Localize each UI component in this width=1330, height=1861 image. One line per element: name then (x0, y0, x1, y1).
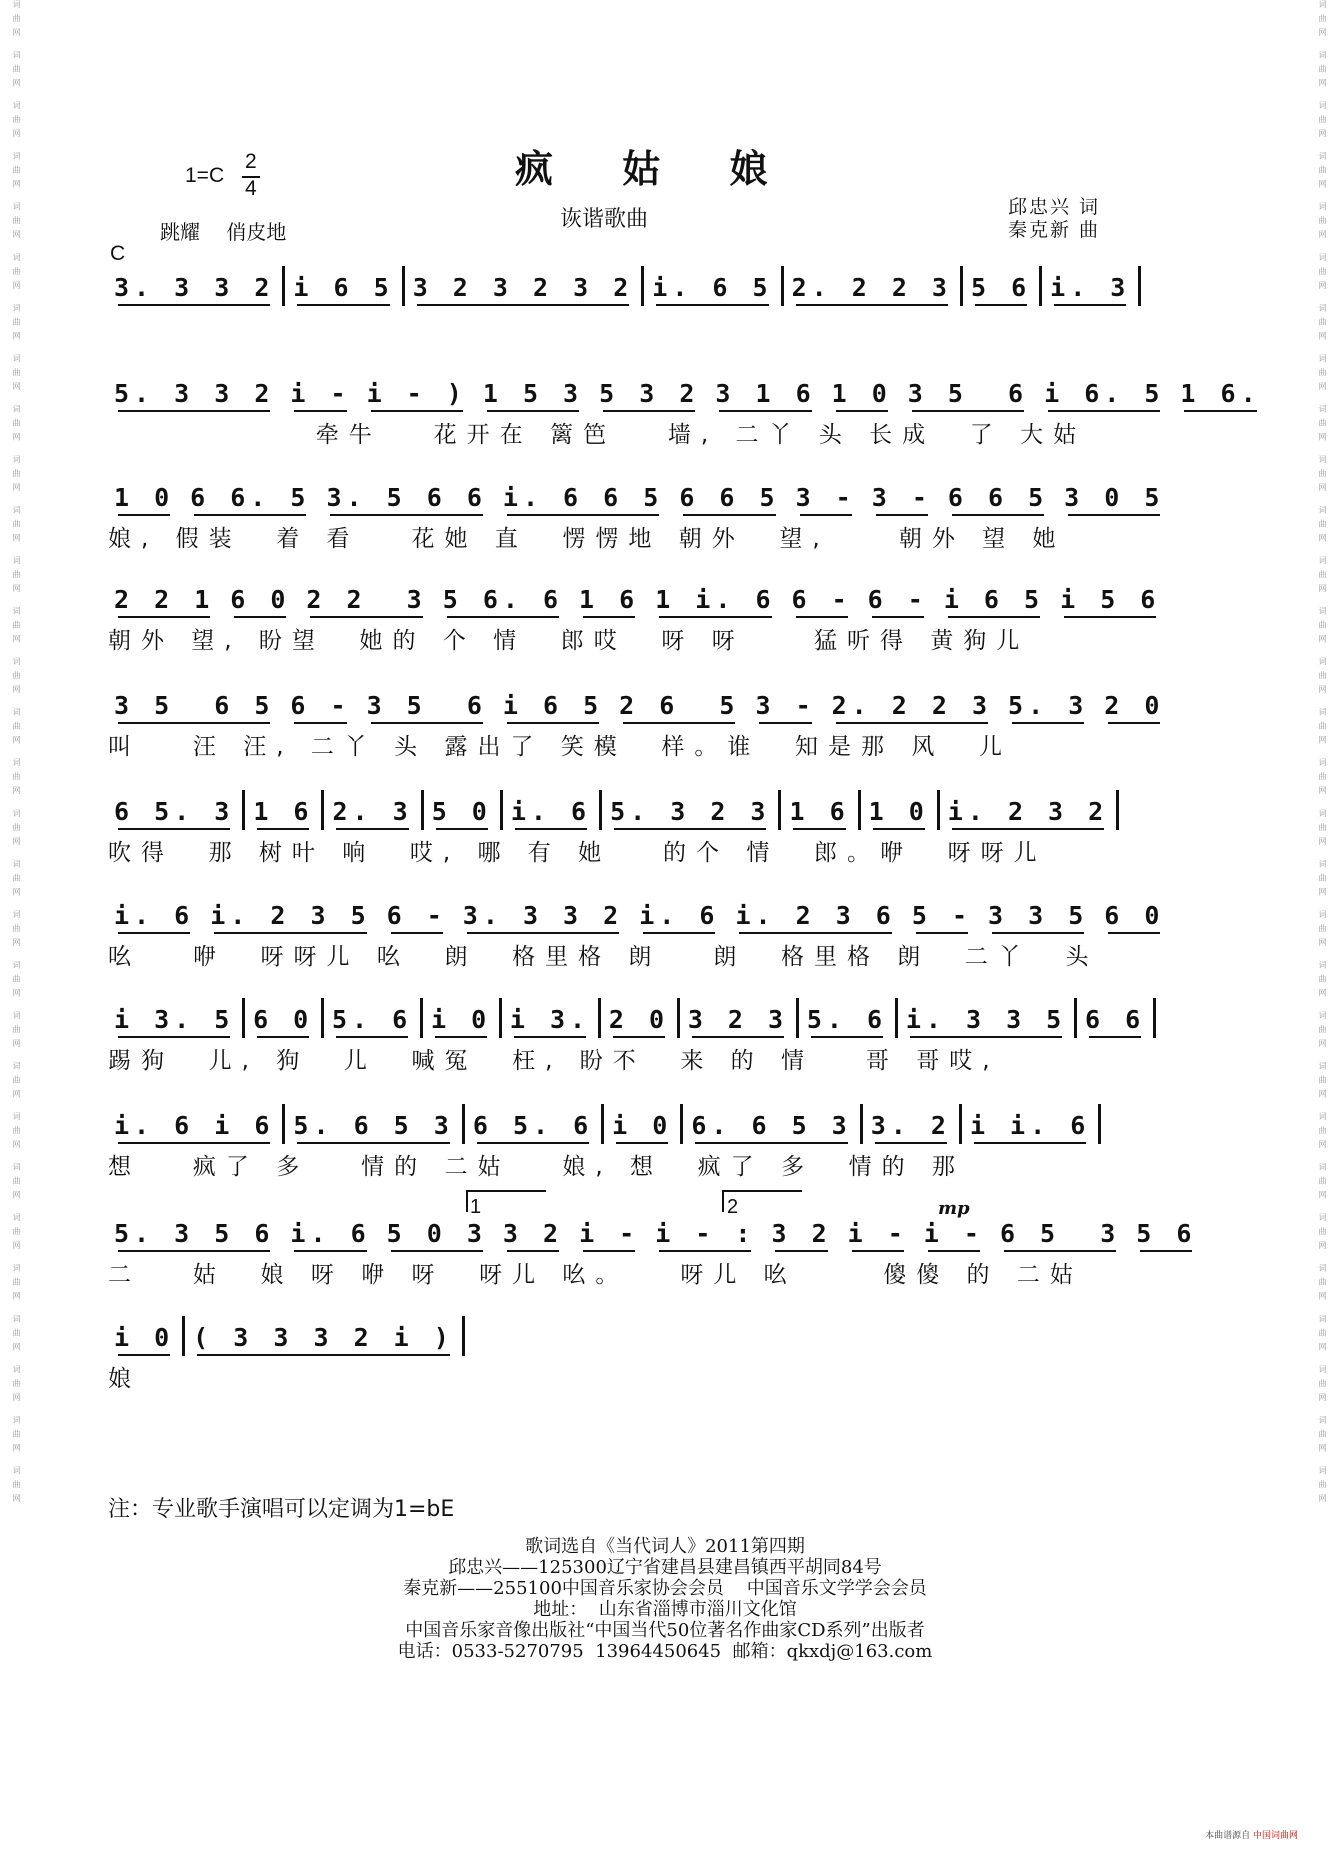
measure: 6 6. 5 (184, 483, 316, 516)
measure: i. 3 (1044, 273, 1136, 306)
lyric-line: 吆 咿 呀呀儿 吆 朗 格里格 朗 朗 格里格 朗 二丫 头 (108, 944, 1099, 970)
volta-first-tick (466, 1190, 468, 1212)
measure: 6. 6 5 3 (685, 1111, 857, 1144)
barline (858, 790, 861, 830)
watermark-left: 词曲网 词曲网 词曲网 词曲网 词曲网 词曲网 词曲网 词曲网 词曲网 词曲网 词曲网 词曲网 词曲网 词曲网 词曲网 词曲网 词曲网 词曲网 词曲网 词曲网 词曲网 词曲网 词曲网 词曲网 词曲网 词曲网 词曲网 词曲网 词曲网 词曲网 (12, 0, 21, 1508)
barline (182, 1316, 185, 1356)
measure: i 6. 5 (1038, 379, 1170, 412)
song-title: 疯 姑 娘 (515, 146, 796, 191)
measure: i 6 5 (287, 273, 399, 306)
barline (781, 266, 784, 306)
barline (860, 1104, 863, 1144)
measure: 5 0 (426, 797, 498, 830)
measure: 3 5 6 (902, 379, 1034, 412)
lyric-line: 牵牛 花开在 篱笆 墙, 二丫 头 长成 了 大姑 (108, 422, 1087, 448)
measure: i. 6 6 5 (497, 483, 669, 516)
measure: 3 2 3 2 3 2 (407, 273, 640, 306)
staff-row (108, 262, 1158, 344)
barline (321, 790, 324, 830)
barline (500, 790, 503, 830)
barline (937, 790, 940, 830)
dynamic-mp: mp (938, 1198, 970, 1219)
volta-first: 1 (470, 1196, 482, 1218)
staff-row (108, 368, 1261, 450)
note-line (108, 1100, 1158, 1144)
barline (1116, 790, 1119, 830)
measure: i. 6 i 6 (108, 1111, 280, 1144)
staff-row (108, 472, 1165, 554)
measure: 1 6. (1174, 379, 1266, 412)
key-time-signature (185, 150, 285, 210)
measure: 1 0 (108, 483, 180, 516)
staff-row (108, 1100, 1158, 1182)
measure: 6 0 (247, 1005, 319, 1038)
lyric-line: 想 疯了 多 情的 二姑 娘, 想 疯了 多 情的 那 (108, 1154, 965, 1180)
measure: 3 2 3 (682, 1005, 794, 1038)
measure: i - (842, 1219, 914, 1252)
measure: i 0 (606, 1111, 678, 1144)
measure: i - ) (361, 379, 473, 412)
barline (641, 266, 644, 306)
measure: 6 5. 6 (467, 1111, 599, 1144)
measure: i 0 (108, 1323, 180, 1356)
song-subtitle: 诙谐歌曲 (560, 207, 649, 232)
barline (601, 1104, 604, 1144)
volta-second: 2 (727, 1196, 739, 1218)
volta-second-line (722, 1190, 802, 1192)
footer-info (0, 1536, 1330, 1662)
measure: 5. 6 (326, 1005, 418, 1038)
lyric-line (108, 310, 1158, 344)
measure: 1 0 (863, 797, 935, 830)
barline (598, 998, 601, 1038)
measure: 6 - (786, 585, 858, 618)
measure: i 0 (425, 1005, 497, 1038)
measure: 6 6 5 (673, 483, 785, 516)
measure: 3 - (790, 483, 862, 516)
measure: 5. 6 5 3 (287, 1111, 459, 1144)
source-site: 中国词曲网 (1252, 1831, 1298, 1841)
measure: 2 6 5 (613, 691, 745, 724)
note-line (108, 994, 1158, 1038)
staff-row (108, 574, 1161, 656)
measure: 5 6 (965, 273, 1037, 306)
measure: i - : (649, 1219, 761, 1252)
barline (462, 1316, 465, 1356)
measure: 1 0 (826, 379, 898, 412)
barline (499, 998, 502, 1038)
measure: i 6 5 (938, 585, 1050, 618)
measure: 3 - (749, 691, 821, 724)
measure: i. 6 (633, 901, 725, 934)
barline (960, 266, 963, 306)
note-line (108, 890, 1165, 934)
measure: 3. 5 6 6 (320, 483, 492, 516)
source-credit (1205, 1828, 1298, 1841)
measure: 3 2 (765, 1219, 837, 1252)
measure: i. 6 (505, 797, 597, 830)
barline (1138, 266, 1141, 306)
measure: 5. 3 3 2 (108, 379, 280, 412)
measure: 2 2 3 (300, 585, 432, 618)
measure: 2. 2 2 3 (786, 273, 958, 306)
staff-row (108, 1208, 1197, 1290)
lyric-line: 踢狗 儿, 狗 儿 喊冤 枉, 盼不 来 的 情 哥 哥哎, (108, 1048, 1000, 1074)
lyric-line: 二 姑 娘 呀 咿 呀 呀儿 吆。 呀儿 吆 傻傻 的 二姑 (108, 1262, 1083, 1288)
measure: 3 5 6 5 (108, 691, 280, 724)
measure: 3 0 5 (1058, 483, 1170, 516)
measure: 3 1 6 (709, 379, 821, 412)
barline (778, 790, 781, 830)
note-line (108, 786, 1158, 830)
barline (1153, 998, 1156, 1038)
measure: 5. 6 (801, 1005, 893, 1038)
note-line (108, 368, 1261, 412)
measure: 5. 3 2 3 (604, 797, 776, 830)
measure: 1 6 (573, 585, 645, 618)
measure: 1 5 3 (477, 379, 589, 412)
barline (677, 998, 680, 1038)
footer-line: 邱忠兴——125300辽宁省建昌县建昌镇西平胡同84号 (448, 1557, 882, 1578)
measure: 6 5 3 (994, 1219, 1126, 1252)
measure: i. 3 3 5 (900, 1005, 1072, 1038)
lyric-line: 叫 汪 汪, 二丫 头 露出了 笑模 样。谁 知是那 风 儿 (108, 734, 1012, 760)
footer-line: 歌词选自《当代词人》2011第四期 (525, 1536, 805, 1557)
measure: 2. 2 2 3 (826, 691, 998, 724)
measure: 1 i. 6 (649, 585, 781, 618)
note-line (108, 1208, 1197, 1252)
measure: 5 6. 6 (437, 585, 569, 618)
measure: i 3. (504, 1005, 596, 1038)
footer-line: 中国音乐家音像出版社“中国当代50位著名作曲家CD系列”出版者 (405, 1620, 925, 1641)
barline (421, 790, 424, 830)
measure: i 6 5 (497, 691, 609, 724)
tempo-marking: 跳耀 俏皮地 (160, 220, 287, 244)
measure: 1 6 (783, 797, 855, 830)
lyric-line: 朝外 望, 盼望 她的 个 情 郎哎 呀 呀 猛听得 黄狗儿 (108, 628, 1030, 654)
barline (242, 790, 245, 830)
measure: 2. 3 (326, 797, 418, 830)
measure: 3. 3 3 2 (457, 901, 629, 934)
note-line (108, 574, 1161, 618)
barline (282, 266, 285, 306)
key-signature: 1=C (185, 164, 225, 187)
measure: 6 5. 3 (108, 797, 240, 830)
measure: 6 6 5 (942, 483, 1054, 516)
barline (282, 1104, 285, 1144)
volta-second-tick (722, 1190, 724, 1212)
note-line (108, 1312, 1158, 1356)
note-line (108, 262, 1158, 306)
time-denominator: 4 (245, 177, 257, 200)
measure: 2 0 (603, 1005, 675, 1038)
measure: 5. 3 5 6 (108, 1219, 280, 1252)
measure: 5 0 3 (381, 1219, 493, 1252)
measure: ( 3 3 3 2 i ) (187, 1323, 460, 1356)
lyric-line: 娘 (108, 1366, 141, 1392)
time-numerator: 2 (245, 150, 257, 173)
measure: i. 2 3 6 (729, 901, 901, 934)
measure: i - (918, 1219, 990, 1252)
barline (321, 998, 324, 1038)
measure: 5. 3 (1002, 691, 1094, 724)
watermark-right: 词曲网 词曲网 词曲网 词曲网 词曲网 词曲网 词曲网 词曲网 词曲网 词曲网 词曲网 词曲网 词曲网 词曲网 词曲网 词曲网 词曲网 词曲网 词曲网 词曲网 词曲网 词曲网 词曲网 词曲网 词曲网 词曲网 词曲网 词曲网 词曲网 词曲网 (1318, 0, 1327, 1508)
barline (680, 1104, 683, 1144)
lyric-line: 娘, 假装 着 看 花她 直 愣愣地 朝外 望, 朝外 望 她 (108, 526, 1066, 552)
barline (1098, 1104, 1101, 1144)
measure: 6 - (381, 901, 453, 934)
footer-line: 地址： 山东省淄博市淄川文化馆 (533, 1599, 797, 1620)
barline (1039, 266, 1042, 306)
measure: 3 3 5 (982, 901, 1094, 934)
barline (959, 1104, 962, 1144)
staff-row (108, 786, 1158, 868)
barline (1074, 998, 1077, 1038)
volta-first-line (466, 1190, 546, 1192)
measure: 6 6 (1079, 1005, 1151, 1038)
measure: 6 - (284, 691, 356, 724)
staff-row (108, 890, 1165, 972)
measure: 6 0 (224, 585, 296, 618)
measure: i 5 6 (1054, 585, 1166, 618)
measure: 3 5 6 (361, 691, 493, 724)
measure: 3 - (866, 483, 938, 516)
measure: 1 6 (247, 797, 319, 830)
measure: i. 2 3 5 (204, 901, 376, 934)
measure: i i. 6 (964, 1111, 1096, 1144)
lyric-line: 吹得 那 树叶 响 哎, 哪 有 她 的个 情 郎。咿 呀呀儿 (108, 840, 1047, 866)
measure: i - (284, 379, 356, 412)
staff-row (108, 1312, 1158, 1394)
barline (420, 998, 423, 1038)
measure: 3. 2 (865, 1111, 957, 1144)
barline (796, 998, 799, 1038)
source-prefix: 本曲谱源自 (1205, 1831, 1251, 1841)
measure: 3 2 (497, 1219, 569, 1252)
measure: 2 0 (1098, 691, 1170, 724)
note-line (108, 472, 1165, 516)
measure: 2 2 1 (108, 585, 220, 618)
measure: 3. 3 3 2 (108, 273, 280, 306)
measure: i - (573, 1219, 645, 1252)
performance-note: 注：专业歌手演唱可以定调为1=bE (108, 1497, 455, 1522)
lyricist-credit: 邱忠兴 词 (1008, 196, 1101, 218)
measure: i. 6 5 (646, 273, 778, 306)
barline (402, 266, 405, 306)
measure: 6 - (862, 585, 934, 618)
measure: i. 6 (284, 1219, 376, 1252)
staff-row (108, 680, 1165, 762)
barline (895, 998, 898, 1038)
measure: i. 2 3 2 (942, 797, 1114, 830)
note-line (108, 680, 1165, 724)
composer-credit: 秦克新 曲 (1008, 219, 1101, 241)
barline (599, 790, 602, 830)
barline (242, 998, 245, 1038)
barline (462, 1104, 465, 1144)
chord-symbol: C (110, 242, 126, 265)
measure: i 3. 5 (108, 1005, 240, 1038)
measure: i. 6 (108, 901, 200, 934)
measure: 5 3 2 (593, 379, 705, 412)
measure: 5 6 (1130, 1219, 1202, 1252)
measure: 5 - (906, 901, 978, 934)
staff-row (108, 994, 1158, 1076)
measure: 6 0 (1098, 901, 1170, 934)
footer-line: 电话：0533-5270795 13964450645 邮箱：qkxdj@163.com (397, 1641, 933, 1662)
footer-line: 秦克新——255100中国音乐家协会会员 中国音乐文学学会会员 (403, 1578, 927, 1599)
